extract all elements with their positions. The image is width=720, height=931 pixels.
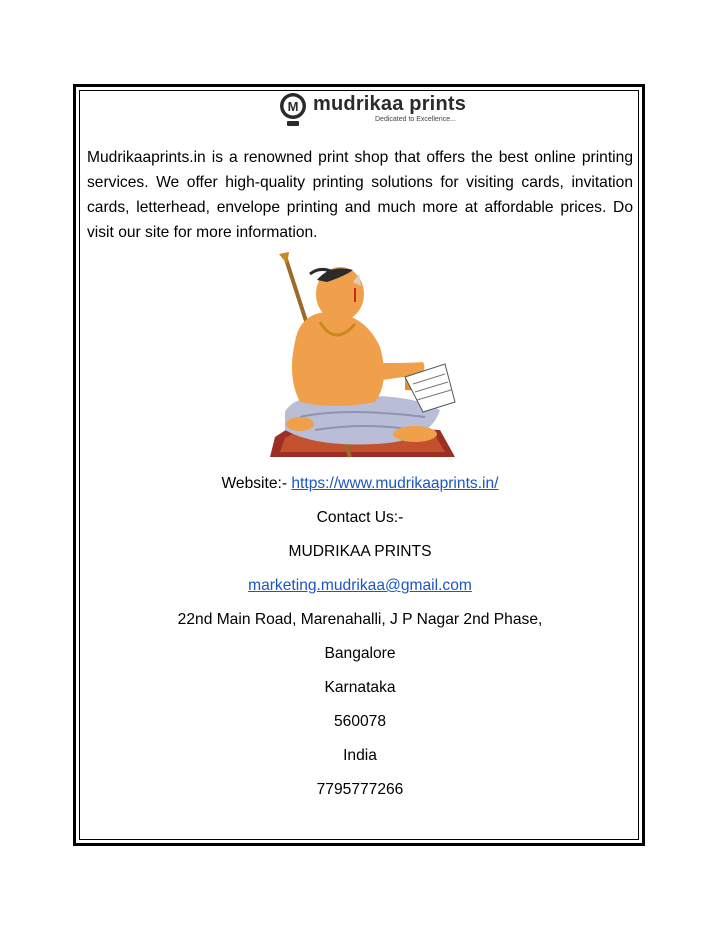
- website-link[interactable]: https://www.mudrikaaprints.in/: [291, 475, 499, 492]
- country: India: [343, 747, 377, 764]
- website-label: Website:-: [221, 475, 292, 492]
- svg-text:M: M: [287, 99, 299, 114]
- intro-paragraph: Mudrikaaprints.in is a renowned print shop that offers the best online printing services. We offer high-quality printing solutions for visiting cards, invitation cards, letterhead, envelope printing and much more at affordable prices. Do visit our site for more information.: [87, 149, 633, 241]
- state: Karnataka: [324, 679, 396, 696]
- m-letter-badge-icon: [278, 92, 308, 128]
- phone-number: 7795777266: [316, 781, 404, 798]
- brand-logo: [278, 92, 467, 130]
- address-line: 22nd Main Road, Marenahalli, J P Nagar 2nd Phase,: [177, 611, 543, 628]
- contact-heading: Contact Us:-: [316, 509, 404, 526]
- brand-tagline: Dedicated to Excellence...: [375, 116, 456, 123]
- seated-saint-reading-illustration: [255, 252, 465, 462]
- brand-name: mudrikaa prints: [313, 93, 467, 115]
- website-line: [76, 475, 644, 493]
- email-link[interactable]: marketing.mudrikaa@gmail.com: [248, 577, 472, 594]
- email-line: [76, 577, 644, 595]
- postal-code: 560078: [333, 713, 387, 730]
- city: Bangalore: [324, 645, 396, 662]
- company-name: MUDRIKAA PRINTS: [288, 543, 432, 560]
